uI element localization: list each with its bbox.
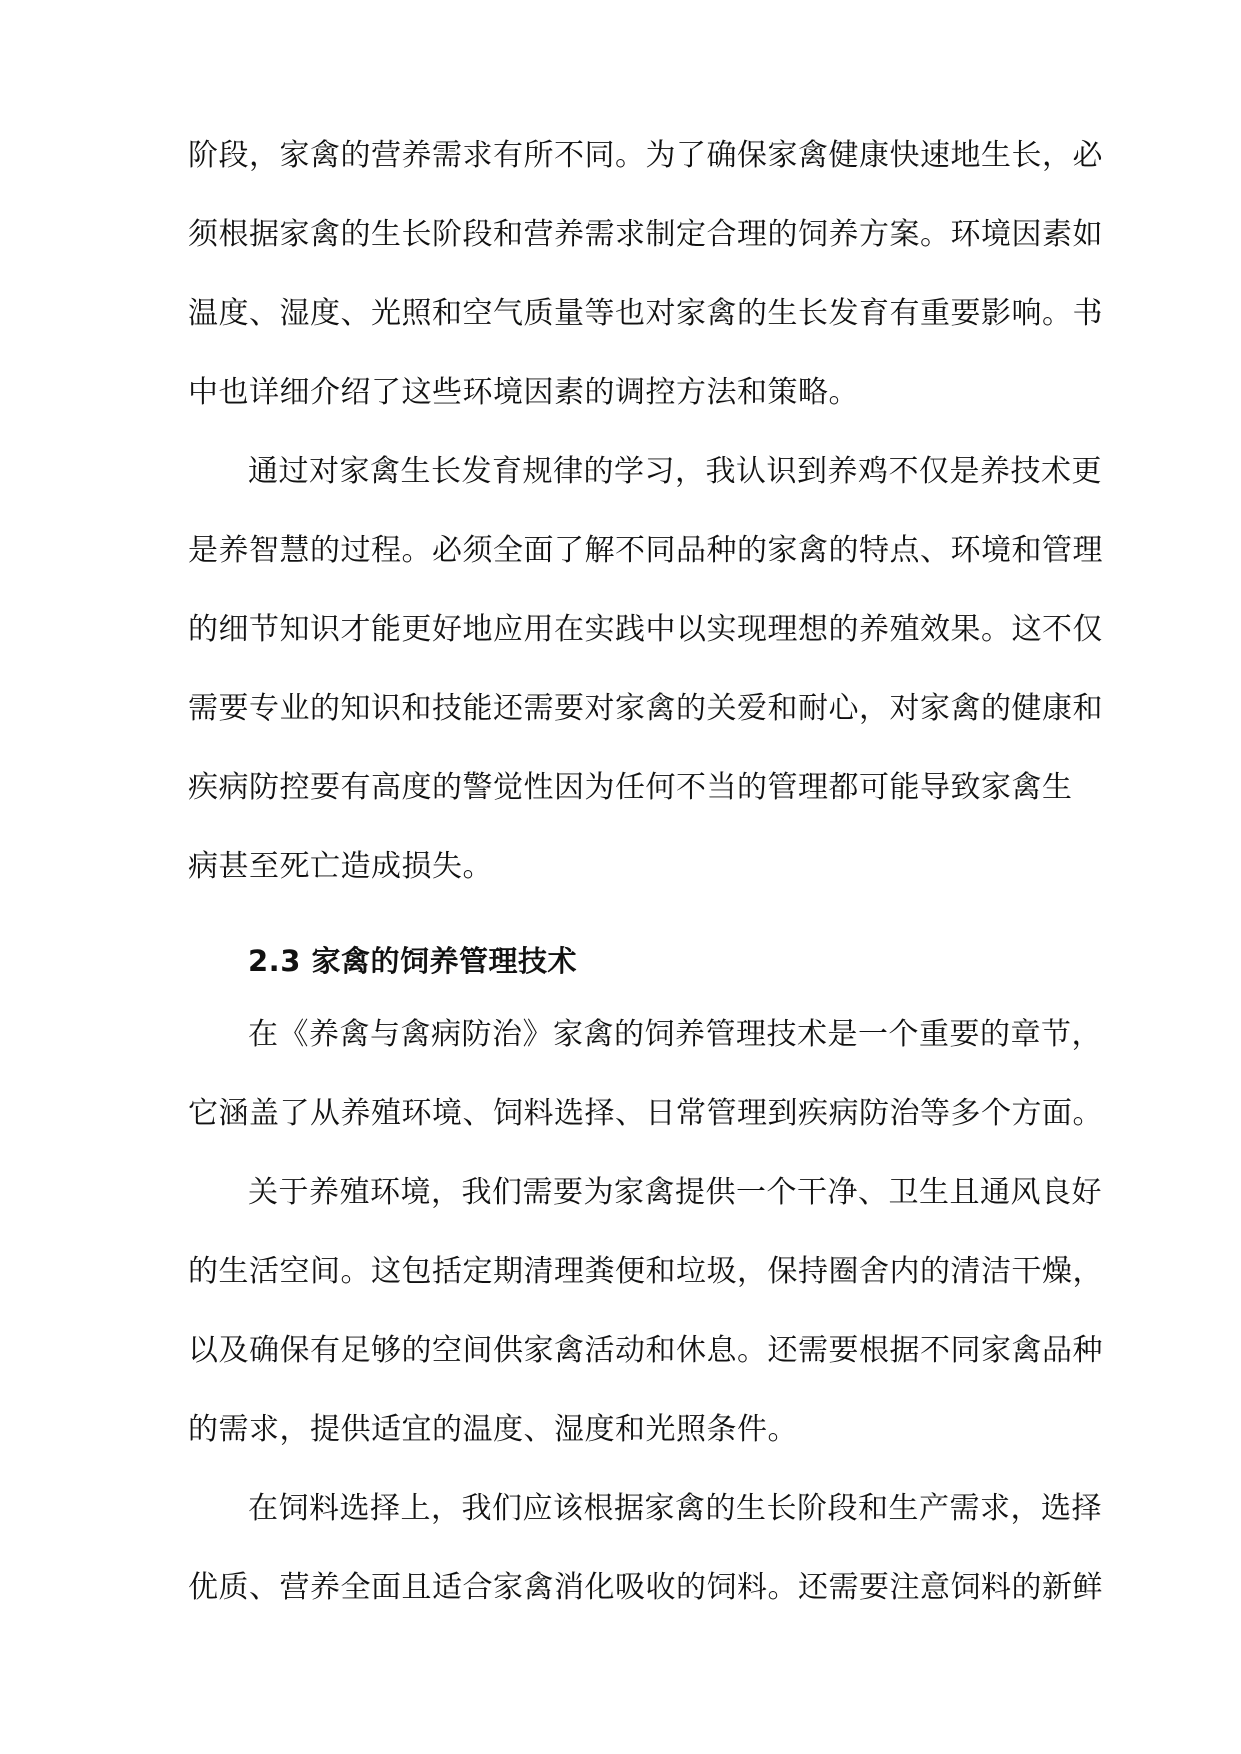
paragraph-line-4: 中也详细介绍了这些环境因素的调控方法和策略。 [188, 375, 859, 410]
paragraph-line-5: 通过对家禽生长发育规律的学习，我认识到养鸡不仅是养技术更 [248, 454, 1102, 489]
paragraph-line-13: 关于养殖环境，我们需要为家禽提供一个干净、卫生且通风良好 [248, 1175, 1102, 1210]
paragraph-line-9: 疾病防控要有高度的警觉性因为任何不当的管理都可能导致家禽生 [188, 770, 1073, 805]
paragraph-line-11: 在《养禽与禽病防治》家禽的饲养管理技术是一个重要的章节， [248, 1017, 1102, 1052]
paragraph-line-1: 阶段，家禽的营养需求有所不同。为了确保家禽健康快速地生长，必 [188, 138, 1103, 173]
paragraph-line-15: 以及确保有足够的空间供家禽活动和休息。还需要根据不同家禽品种 [188, 1333, 1103, 1368]
paragraph-line-14: 的生活空间。这包括定期清理粪便和垃圾，保持圈舍内的清洁干燥， [188, 1254, 1103, 1289]
paragraph-line-7: 的细节知识才能更好地应用在实践中以实现理想的养殖效果。这不仅 [188, 612, 1103, 647]
paragraph-line-3: 温度、湿度、光照和空气质量等也对家禽的生长发育有重要影响。书 [188, 296, 1103, 331]
paragraph-line-6: 是养智慧的过程。必须全面了解不同品种的家禽的特点、环境和管理 [188, 533, 1103, 568]
paragraph-line-8: 需要专业的知识和技能还需要对家禽的关爱和耐心，对家禽的健康和 [188, 691, 1103, 726]
paragraph-line-16: 的需求，提供适宜的温度、湿度和光照条件。 [188, 1412, 798, 1447]
paragraph-line-17: 在饲料选择上，我们应该根据家禽的生长阶段和生产需求，选择 [248, 1491, 1102, 1526]
paragraph-line-2: 须根据家禽的生长阶段和营养需求制定合理的饲养方案。环境因素如 [188, 217, 1103, 252]
paragraph-line-10: 病甚至死亡造成损失。 [188, 849, 493, 884]
paragraph-line-18: 优质、营养全面且适合家禽消化吸收的饲料。还需要注意饲料的新鲜 [188, 1570, 1103, 1605]
section-heading: 2.3 家禽的饲养管理技术 [248, 944, 577, 978]
paragraph-line-12: 它涵盖了从养殖环境、饲料选择、日常管理到疾病防治等多个方面。 [188, 1096, 1103, 1131]
